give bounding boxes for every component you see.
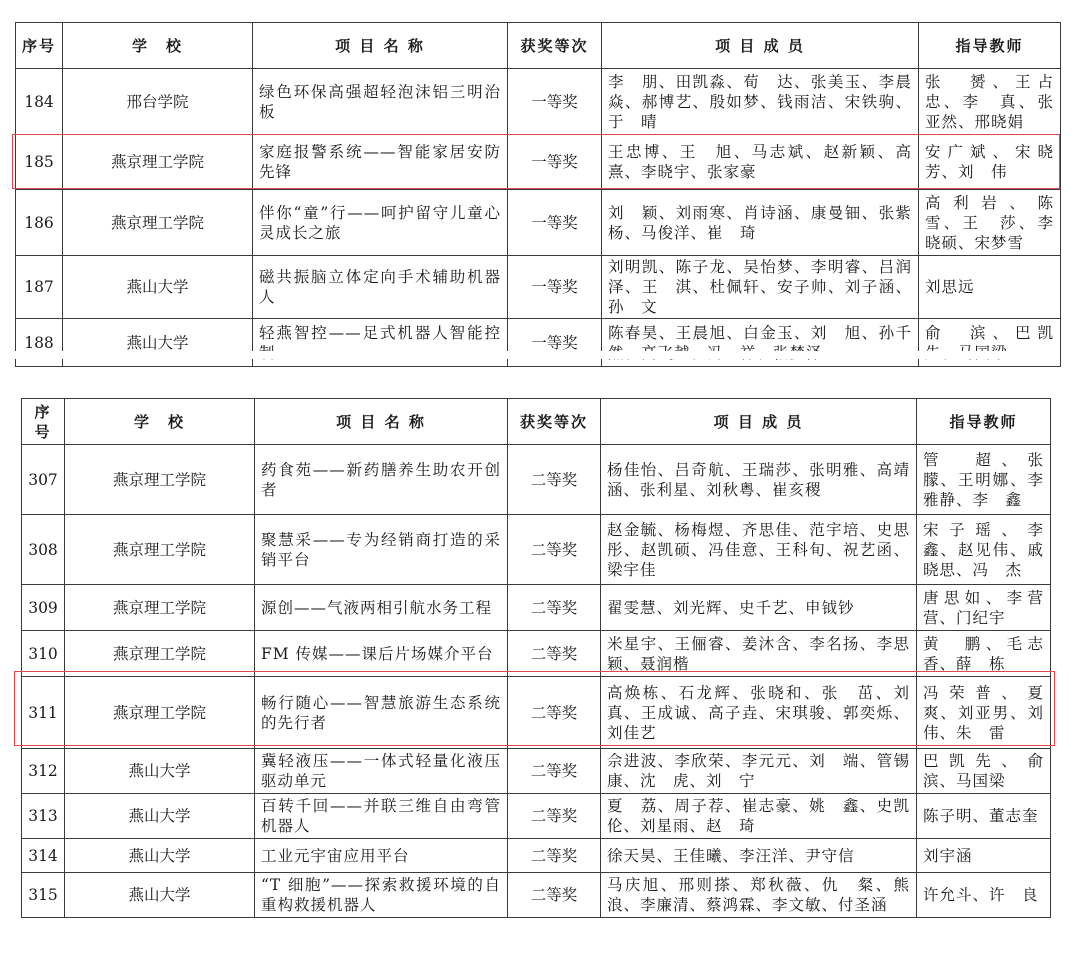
seq-cell: 185	[16, 135, 63, 190]
seq-cell: 309	[22, 585, 65, 631]
header-project: 项 目 名 称	[255, 399, 508, 445]
advisors-cell: 张 赟、王占忠、李 真、张亚然、邢晓娟	[919, 69, 1061, 135]
members-cell: 刘 颖、刘雨寒、肖诗涵、康曼钿、张紫杨、马俊洋、崔 琦	[602, 190, 919, 256]
header-advisors: 指导教师	[917, 399, 1051, 445]
members-cell: 王忠博、王 旭、马志斌、赵新颖、高 熹、李晓宇、张家豪	[602, 135, 919, 190]
header-award: 获奖等次	[508, 399, 601, 445]
header-seq: 序号	[16, 23, 63, 69]
header-members: 项 目 成 员	[602, 23, 919, 69]
project-cell: 轻燕智控——足式机器人智能控	[253, 319, 508, 367]
advisors-cell: 管 超、张 朦、王明娜、李雅静、李 鑫	[917, 445, 1051, 515]
school-cell: 燕京理工学院	[65, 445, 255, 515]
school-cell: 燕山大学	[63, 319, 253, 367]
crop-edge	[15, 351, 1060, 359]
seq-cell: 310	[22, 631, 65, 677]
advisors-cell: 安广斌、宋晓芳、刘 伟	[919, 135, 1061, 190]
award-cell: 二等奖	[508, 631, 601, 677]
table-row	[22, 873, 1051, 918]
table-row	[22, 677, 1051, 749]
table-row	[22, 794, 1051, 839]
advisors-cell: 俞 滨、巴凯	[919, 319, 1061, 367]
advisors-cell: 许允斗、许 良	[917, 873, 1051, 918]
project-cell: 伴你“童”行——呵护留守儿童心灵成长之旅	[253, 190, 508, 256]
members-cell: 赵金毓、杨梅煜、齐思佳、范宇培、史思彤、赵凯硕、冯佳意、王科旬、祝艺函、梁宇佳	[601, 515, 917, 585]
advisors-cell: 巴凯先、俞 滨、马国梁	[917, 749, 1051, 794]
project-cell: “T 细胞”——探索救援环境的自重构救援机器人	[255, 873, 508, 918]
header-school: 学 校	[65, 399, 255, 445]
header-school: 学 校	[63, 23, 253, 69]
seq-cell: 311	[22, 677, 65, 749]
project-cell: 工业元宇宙应用平台	[255, 839, 508, 873]
members-cell: 翟雯慧、刘光辉、史千艺、申钺钞	[601, 585, 917, 631]
project-cell: 源创——气液两相引航水务工程	[255, 585, 508, 631]
award-cell: 二等奖	[508, 749, 601, 794]
header-members: 项 目 成 员	[601, 399, 917, 445]
advisors-cell: 陈子明、董志奎	[917, 794, 1051, 839]
award-cell: 一等奖	[508, 69, 602, 135]
table-header-row	[16, 23, 1061, 69]
table-row	[22, 631, 1051, 677]
advisors-cell: 高利岩、陈 雪、王 莎、李晓硕、宋梦雪	[919, 190, 1061, 256]
table-row	[16, 135, 1061, 190]
table-row	[16, 319, 1061, 367]
members-cell: 马庆旭、邢则搽、郑秋薇、仇 粲、熊 浪、李廉清、蔡鸿霖、李文敏、付圣涵	[601, 873, 917, 918]
header-seq: 序号	[22, 399, 65, 445]
school-cell: 燕京理工学院	[65, 677, 255, 749]
award-cell: 二等奖	[508, 873, 601, 918]
seq-cell: 308	[22, 515, 65, 585]
table-row	[22, 585, 1051, 631]
award-cell: 一等奖	[508, 319, 602, 367]
table-row	[22, 515, 1051, 585]
advisors-cell: 刘宇涵	[917, 839, 1051, 873]
table-row	[22, 749, 1051, 794]
members-cell: 杨佳怡、吕奇航、王瑞莎、张明雅、高靖涵、张利星、刘秋粤、崔亥稷	[601, 445, 917, 515]
seq-cell: 314	[22, 839, 65, 873]
award-cell: 二等奖	[508, 445, 601, 515]
members-cell: 李 朋、田凯淼、荀 达、张美玉、李晨焱、郝博艺、殷如梦、钱雨洁、宋铁驹、于 晴	[602, 69, 919, 135]
award-cell: 一等奖	[508, 135, 602, 190]
school-cell: 燕京理工学院	[65, 585, 255, 631]
table-row	[16, 256, 1061, 319]
school-cell: 燕山大学	[65, 794, 255, 839]
project-cell: 磁共振脑立体定向手术辅助机器人	[253, 256, 508, 319]
project-cell: 畅行随心——智慧旅游生态系统的先行者	[255, 677, 508, 749]
members-cell: 佘进波、李欣荣、李元元、刘 端、管锡康、沈 虎、刘 宁	[601, 749, 917, 794]
awards-table-second-prize	[21, 398, 1061, 918]
school-cell: 燕京理工学院	[63, 135, 253, 190]
project-cell: 聚慧采——专为经销商打造的采销平台	[255, 515, 508, 585]
table-header-row	[22, 399, 1051, 445]
seq-cell: 187	[16, 256, 63, 319]
advisors-cell: 冯荣普、夏 爽、刘亚男、刘 伟、朱 雷	[917, 677, 1051, 749]
award-cell: 二等奖	[508, 515, 601, 585]
project-cell: 药食苑——新药膳养生助农开创者	[255, 445, 508, 515]
header-award: 获奖等次	[508, 23, 602, 69]
table-row	[22, 839, 1051, 873]
seq-cell: 312	[22, 749, 65, 794]
seq-cell: 184	[16, 69, 63, 135]
header-project: 项 目 名 称	[253, 23, 508, 69]
seq-cell: 307	[22, 445, 65, 515]
school-cell: 燕京理工学院	[65, 515, 255, 585]
seq-cell: 313	[22, 794, 65, 839]
school-cell: 燕山大学	[65, 749, 255, 794]
advisors-cell: 黄 鹏、毛志香、薛 栋	[917, 631, 1051, 677]
seq-cell: 315	[22, 873, 65, 918]
members-cell: 徐天昊、王佳曦、李汪洋、尹守信	[601, 839, 917, 873]
members-cell: 陈春昊、王晨旭、白金玉、刘 旭、孙千	[602, 319, 919, 367]
project-cell: 冀轻液压——一体式轻量化液压驱动单元	[255, 749, 508, 794]
award-cell: 二等奖	[508, 677, 601, 749]
advisors-cell: 宋子瑶、李 鑫、赵见伟、戚晓思、冯 杰	[917, 515, 1051, 585]
award-cell: 一等奖	[508, 256, 602, 319]
table-row	[16, 69, 1061, 135]
members-cell: 夏 荔、周子荐、崔志豪、姚 鑫、史凯伦、刘星雨、赵 琦	[601, 794, 917, 839]
members-cell: 刘明凯、陈子龙、吴怡梦、李明睿、吕润泽、王 淇、杜佩轩、安子帅、刘子涵、孙 文	[602, 256, 919, 319]
header-advisors: 指导教师	[919, 23, 1061, 69]
school-cell: 燕山大学	[65, 873, 255, 918]
award-cell: 二等奖	[508, 585, 601, 631]
advisors-cell: 唐思如、李营营、门纪宇	[917, 585, 1051, 631]
school-cell: 邢台学院	[63, 69, 253, 135]
seq-cell: 186	[16, 190, 63, 256]
advisors-cell: 刘思远	[919, 256, 1061, 319]
school-cell: 燕山大学	[65, 839, 255, 873]
awards-table-first-prize	[15, 22, 1071, 367]
award-cell: 二等奖	[508, 839, 601, 873]
school-cell: 燕京理工学院	[65, 631, 255, 677]
table-row	[16, 190, 1061, 256]
award-cell: 一等奖	[508, 190, 602, 256]
crop-edge	[21, 944, 1050, 964]
project-cell: 家庭报警系统——智能家居安防先锋	[253, 135, 508, 190]
school-cell: 燕京理工学院	[63, 190, 253, 256]
project-cell: FM 传媒——课后片场媒介平台	[255, 631, 508, 677]
school-cell: 燕山大学	[63, 256, 253, 319]
table-row	[22, 445, 1051, 515]
members-cell: 高焕栋、石龙辉、张晓和、张 茁、刘 真、王成诚、高子垚、宋琪骏、郭奕烁、刘佳艺	[601, 677, 917, 749]
project-cell: 百转千回——并联三维自由弯管机器人	[255, 794, 508, 839]
members-cell: 米星宇、王俪睿、姜沐含、李名扬、李思颖、聂润楷	[601, 631, 917, 677]
project-cell: 绿色环保高强超轻泡沫铝三明治板	[253, 69, 508, 135]
seq-cell: 188	[16, 319, 63, 367]
award-cell: 二等奖	[508, 794, 601, 839]
